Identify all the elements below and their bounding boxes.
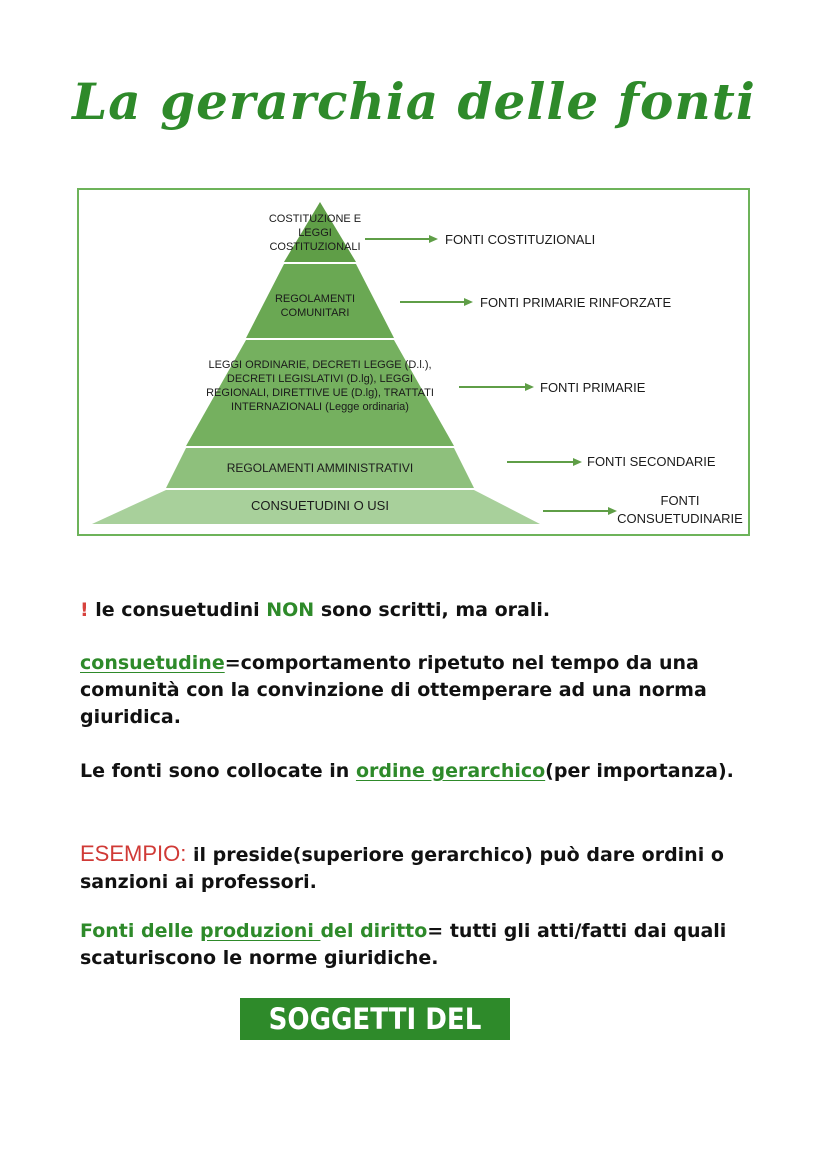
note-5-mid: del diritto	[320, 920, 428, 942]
note-esempio	[80, 840, 750, 896]
term-ordine-gerarchico: ordine gerarchico	[355, 760, 546, 782]
level-3-text: LEGGI ORDINARIE, DECRETI LEGGE (D.l.), DECRETI LEGISLATIVI (D.lg), LEGGI REGIONALI, DIRETTIVE UE (D.lg), TRATTATI INTERNAZIONALI (Legge ordinaria)	[206, 359, 434, 413]
term-consuetudine: consuetudine	[80, 652, 225, 674]
note-1-pre: le consuetudini	[88, 599, 267, 621]
note-ordine-gerarchico	[80, 758, 750, 785]
level-1-text: COSTITUZIONE E LEGGI COSTITUZIONALI	[268, 213, 362, 253]
page-title: La gerarchia delle fonti	[72, 72, 756, 131]
hierarchy-diagram	[77, 188, 750, 536]
term-produzioni: produzioni	[200, 920, 321, 942]
note-3-post: (per importanza).	[545, 760, 734, 782]
note-5-post: = tutti gli atti/fatti dai quali scaturiscono le norme giuridiche.	[80, 920, 727, 969]
label-fonti-secondarie: FONTI SECONDARIE	[587, 454, 716, 469]
note-definizione-consuetudine	[80, 650, 750, 731]
label-fonti-primarie: FONTI PRIMARIE	[540, 380, 646, 395]
note-consuetudini-orali	[80, 597, 750, 624]
label-fonti-primarie-rinforzate: FONTI PRIMARIE RINFORZATE	[480, 295, 672, 310]
level-5-text: CONSUETUDINI O USI	[251, 498, 389, 513]
note-3-pre: Le fonti sono collocate in	[80, 760, 356, 782]
esempio-label: ESEMPIO:	[80, 841, 187, 866]
note-fonti-produzione	[80, 918, 750, 972]
note-5-pre: Fonti delle	[80, 920, 201, 942]
exclamation-mark: !	[80, 599, 89, 621]
section-banner: SOGGETTI DEL DIRITTO	[240, 998, 510, 1040]
note-1-post: sono scritti, ma orali.	[314, 599, 551, 621]
esempio-text: il preside(superiore gerarchico) può dare ordini o sanzioni ai professori.	[80, 844, 724, 893]
label-fonti-costituzionali: FONTI COSTITUZIONALI	[445, 232, 596, 247]
level-4-text: REGOLAMENTI AMMINISTRATIVI	[226, 461, 414, 475]
definition-consuetudine: =comportamento ripetuto nel tempo da una comunità con la convinzione di ottemperare ad una norma giuridica.	[80, 652, 707, 728]
note-1-highlight: NON	[266, 599, 315, 621]
label-fonti-consuetudinarie: FONTI CONSUETUDINARIE	[617, 493, 743, 526]
level-2-text: REGOLAMENTI COMUNITARI	[274, 293, 356, 319]
